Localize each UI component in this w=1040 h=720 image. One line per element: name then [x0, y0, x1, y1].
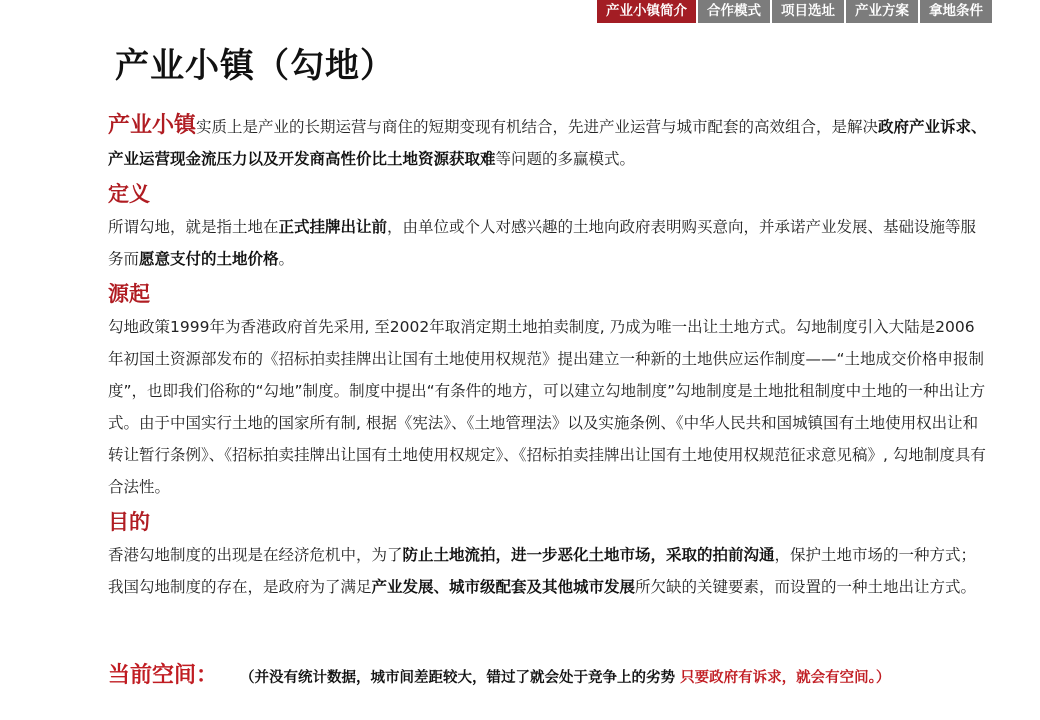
top-nav	[597, 0, 994, 23]
purpose-text-3: 所欠缺的关键要素，而设置的一种土地出让方式。	[635, 578, 977, 596]
intro-bold-1: 政府产业诉求、产业运营现金流压力以及开发商高性价比土地资源获取难	[108, 118, 987, 168]
purpose-text-1: 香港勾地制度的出现是在经济危机中，为了	[108, 546, 403, 564]
intro-lead: 产业小镇	[108, 113, 197, 138]
purpose-heading: 目的	[108, 510, 150, 534]
current-space-heading: 当前空间：	[108, 663, 219, 688]
definition-text-2: ，由单位或个人对感兴趣的土地向政府表明购买意向，并承诺产业发展、基础设施等服务而	[108, 218, 977, 268]
tab-industry-plan[interactable]: 产业方案	[846, 0, 918, 23]
current-space-row	[108, 658, 890, 689]
intro-text-2: 等问题的多赢模式。	[495, 150, 636, 168]
main-content	[108, 110, 988, 603]
intro-paragraph	[108, 110, 988, 175]
definition-text-3: 。	[278, 250, 295, 268]
tab-land-conditions[interactable]: 拿地条件	[920, 0, 992, 23]
tab-project-site[interactable]: 项目选址	[772, 0, 844, 23]
origin-heading: 源起	[108, 282, 150, 306]
purpose-bold-1: 防止土地流拍，进一步恶化土地市场，采取的拍前沟通	[402, 546, 775, 564]
definition-heading: 定义	[108, 182, 150, 206]
tab-cooperation-mode[interactable]: 合作模式	[698, 0, 770, 23]
definition-text-1: 所谓勾地，就是指土地在	[108, 218, 279, 236]
current-space-note-black: （并没有统计数据，城市间差距较大，错过了就会处于竞争上的劣势	[240, 670, 676, 686]
purpose-bold-2: 产业发展、城市级配套及其他城市发展	[371, 578, 636, 596]
definition-paragraph	[108, 211, 988, 275]
purpose-text-2: ，保护土地市场的一种方式；我国勾地制度的存在，是政府为了满足	[108, 546, 977, 596]
purpose-paragraph	[108, 539, 988, 603]
definition-bold-1: 正式挂牌出让前	[278, 218, 388, 236]
definition-bold-2: 愿意支付的土地价格	[139, 250, 279, 268]
current-space-note-red: 只要政府有诉求，就会有空间。）	[680, 670, 891, 686]
page-title: 产业小镇（勾地）	[115, 46, 395, 86]
current-space-note	[240, 666, 890, 687]
origin-paragraph: 勾地政策1999年为香港政府首先采用, 至2002年取消定期土地拍卖制度, 乃成为唯一出让土地方式。勾地制度引入大陆是2006年初国土资源部发布的《招标拍卖挂牌出让国有土地使用权规范》提出建立一种新的土地供应运作制度——“土地成交价格申报制度”，也即我们俗称的“勾地”制度。制度中提出“有条件的地方，可以建立勾地制度”勾地制度是土地批租制度中土地的一种出让方式。由于中国实行土地的国家所有制, 根据《宪法》、《土地管理法》以及实施条例、《中华人民共和国城镇国有土地使用权出让和转让暂行条例》、《招标拍卖挂牌出让国有土地使用权规定》、《招标拍卖挂牌出让国有土地使用权规范征求意见稿》, 勾地制度具有合法性。	[108, 318, 986, 496]
intro-text-1: 实质上是产业的长期运营与商住的短期变现有机结合，先进产业运营与城市配套的高效组合，是解决	[196, 118, 879, 136]
tab-industry-town-intro[interactable]: 产业小镇简介	[597, 0, 696, 23]
